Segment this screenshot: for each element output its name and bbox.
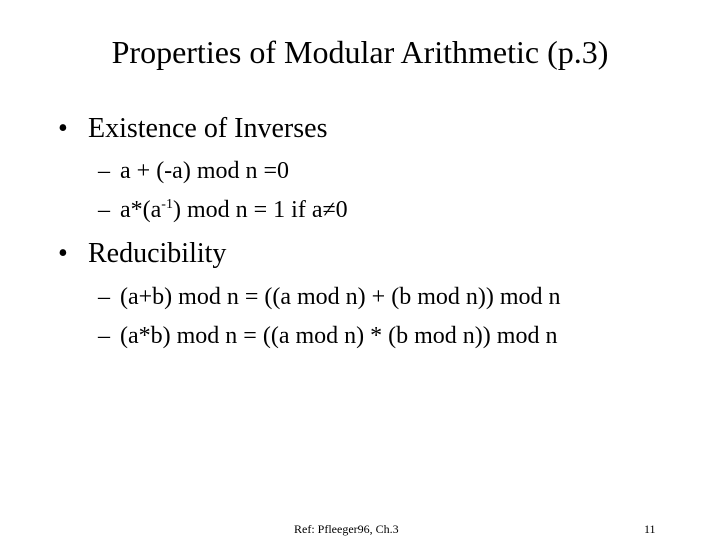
subitem-addition-reducibility	[98, 281, 561, 313]
subitem-text: (a+b) mod n = ((a mod n) + (b mod n)) mod n	[120, 284, 561, 310]
subitem-multiplication-reducibility	[98, 320, 557, 352]
bullet-marker: •	[58, 113, 68, 144]
slide-title: Properties of Modular Arithmetic (p.3)	[111, 34, 609, 70]
subitem-multiplicative-inverse	[98, 194, 348, 226]
subitem-text-pre: a*(a	[120, 197, 162, 223]
bullet-reducibility	[58, 236, 226, 272]
bullet-text: Reducibility	[88, 238, 227, 269]
bullet-marker: •	[58, 238, 68, 269]
page-number: 11	[644, 522, 656, 536]
subitem-marker: –	[98, 197, 110, 223]
subitem-text-post: ) mod n = 1 if a≠0	[172, 197, 348, 223]
bullet-text: Existence of Inverses	[88, 113, 328, 144]
subitem-text: a + (-a) mod n =0	[120, 158, 290, 184]
slide-footer	[0, 522, 720, 542]
bullet-existence-of-inverses	[58, 111, 327, 147]
footer-reference: Ref: Pfleeger96, Ch.3	[294, 522, 399, 536]
subitem-marker: –	[98, 284, 110, 310]
subitem-additive-inverse	[98, 155, 289, 187]
subitem-marker: –	[98, 158, 110, 184]
subitem-text: (a*b) mod n = ((a mod n) * (b mod n)) mod n	[120, 323, 558, 349]
exponent: -1	[161, 197, 173, 212]
subitem-marker: –	[98, 323, 110, 349]
